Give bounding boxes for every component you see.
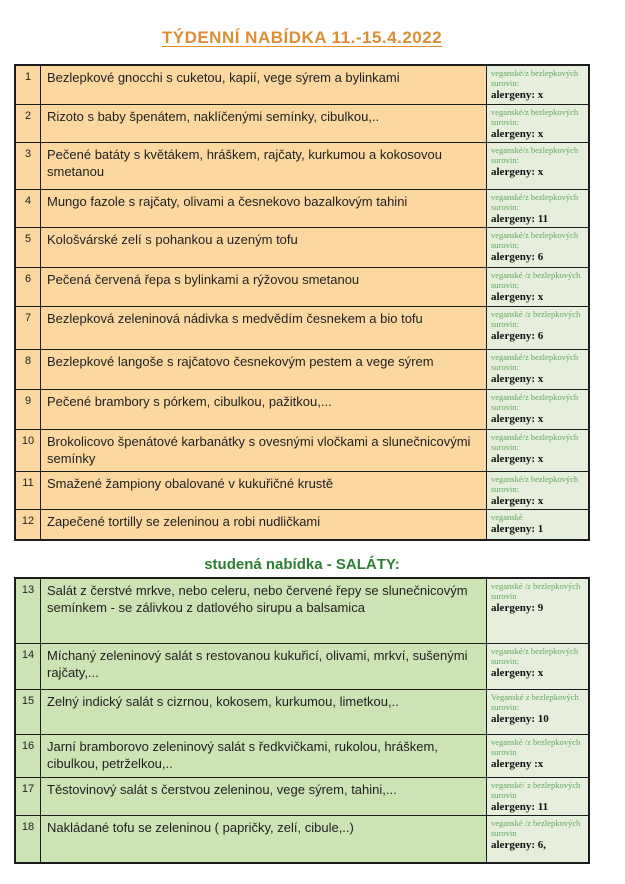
allergens-text: alergeny: 6 xyxy=(491,330,544,343)
diet-info-cell xyxy=(486,472,588,509)
allergens-text: alergeny: x xyxy=(491,453,544,466)
dish-text: Salát z čerstvé mrkve, nebo celeru, nebo červené řepy se slunečnicovým semínkem - se zálivkou z datlového sirupu a balsamica xyxy=(40,579,486,643)
row-number: 11 xyxy=(16,472,40,509)
dish-text: Bezlepkové langoše s rajčatovo česnekovým pestem a vege sýrem xyxy=(40,350,486,389)
row-number: 17 xyxy=(16,778,40,815)
allergens-text: alergeny: 6 xyxy=(491,251,544,264)
allergens-text: alergeny: x xyxy=(491,667,544,680)
row-number: 15 xyxy=(16,690,40,734)
table-row xyxy=(16,777,588,815)
diet-info-cell xyxy=(486,579,588,643)
dish-text: Nakládané tofu se zeleninou ( papričky, zelí, cibule,..) xyxy=(40,816,486,862)
allergens-text: alergeny: x xyxy=(491,166,544,179)
row-number: 10 xyxy=(16,430,40,471)
row-number: 6 xyxy=(16,268,40,306)
allergens-text: alergeny: 10 xyxy=(491,713,549,726)
dish-text: Pečené batáty s květákem, hráškem, rajčaty, kurkumou a kokosovou smetanou xyxy=(40,143,486,189)
row-number: 1 xyxy=(16,66,40,104)
vegan-label: veganské/z bezlepkových surovin: xyxy=(491,107,579,128)
allergens-text: alergeny: 11 xyxy=(491,801,549,814)
vegan-label: veganské /z bezlepkových surovin xyxy=(491,818,581,839)
diet-info-cell xyxy=(486,105,588,142)
row-number: 14 xyxy=(16,644,40,689)
vegan-label: veganské /z bezlepkových surovin xyxy=(491,737,581,758)
diet-info-cell xyxy=(486,778,588,815)
allergens-text: alergeny: x xyxy=(491,128,544,141)
diet-info-cell xyxy=(486,143,588,189)
allergens-text: alergeny: x xyxy=(491,413,544,426)
table-row xyxy=(16,689,588,734)
diet-info-cell xyxy=(486,644,588,689)
dish-text: Zapečené tortilly se zeleninou a robi nudličkami xyxy=(40,510,486,539)
dish-text: Mungo fazole s rajčaty, olivami a česnekovo bazalkovým tahini xyxy=(40,190,486,227)
diet-info-cell xyxy=(486,268,588,306)
table-row xyxy=(16,104,588,142)
table-row xyxy=(16,734,588,777)
diet-info-cell xyxy=(486,430,588,471)
dish-text: Jarní bramborovo zeleninový salát s ředkvičkami, rukolou, hráškem, cibulkou, petrželkou,.. xyxy=(40,735,486,777)
allergens-text: alergeny: x xyxy=(491,495,544,508)
dish-text: Míchaný zeleninový salát s restovanou kukuřicí, olivami, mrkví, sušenými rajčaty,... xyxy=(40,644,486,689)
dish-text: Rizoto s baby špenátem, naklíčenými semínky, cibulkou,.. xyxy=(40,105,486,142)
page-title: TÝDENNÍ NABÍDKA 11.-15.4.2022 xyxy=(161,28,443,47)
table-row xyxy=(16,267,588,306)
dish-text: Zelný indický salát s cizrnou, kokosem, kurkumou, limetkou,.. xyxy=(40,690,486,734)
allergens-text: alergeny: 6, xyxy=(491,839,546,852)
table-row xyxy=(16,579,588,643)
vegan-label: veganské/z bezlepkových surovin: xyxy=(491,392,579,413)
diet-info-cell xyxy=(486,690,588,734)
table-row xyxy=(16,142,588,189)
row-number: 3 xyxy=(16,143,40,189)
vegan-label: Veganské z bezlepkových surovin: xyxy=(491,692,579,713)
allergens-text: alergeny: 1 xyxy=(491,523,544,536)
row-number: 8 xyxy=(16,350,40,389)
diet-info-cell xyxy=(486,816,588,862)
diet-info-cell xyxy=(486,735,588,777)
table-row xyxy=(16,227,588,267)
allergens-text: alergeny: x xyxy=(491,89,544,102)
vegan-label: veganské/z bezlepkových surovin: xyxy=(491,230,579,251)
diet-info-cell xyxy=(486,350,588,389)
table-row xyxy=(16,471,588,509)
dish-text: Bezlepkové gnocchi s cuketou, kapií, vege sýrem a bylinkami xyxy=(40,66,486,104)
row-number: 16 xyxy=(16,735,40,777)
table-row xyxy=(16,429,588,471)
vegan-label: veganské /z bezlepkových surovin: xyxy=(491,270,581,291)
vegan-label: veganské/z bezlepkových surovin: xyxy=(491,474,579,495)
dish-text: Kološvárské zelí s pohankou a uzeným tofu xyxy=(40,228,486,267)
dish-text: Bezlepková zeleninová nádivka s medvědím česnekem a bio tofu xyxy=(40,307,486,349)
vegan-label: veganské/ z bezlepkových surovin xyxy=(491,780,581,801)
weekly-menu-table xyxy=(14,64,590,541)
allergens-text: alergeny :x xyxy=(491,758,544,771)
allergens-text: alergeny: 11 xyxy=(491,213,549,226)
table-row xyxy=(16,189,588,227)
row-number: 18 xyxy=(16,816,40,862)
row-number: 5 xyxy=(16,228,40,267)
vegan-label: veganské/z bezlepkových surovin: xyxy=(491,646,579,667)
diet-info-cell xyxy=(486,390,588,429)
diet-info-cell xyxy=(486,190,588,227)
vegan-label: veganské/z bezlepkových surovin: xyxy=(491,68,579,89)
table-row xyxy=(16,306,588,349)
row-number: 4 xyxy=(16,190,40,227)
diet-info-cell xyxy=(486,66,588,104)
table-row xyxy=(16,509,588,539)
row-number: 7 xyxy=(16,307,40,349)
dish-text: Pečená červená řepa s bylinkami a rýžovou smetanou xyxy=(40,268,486,306)
dish-text: Pečené brambory s pórkem, cibulkou, pažitkou,... xyxy=(40,390,486,429)
diet-info-cell xyxy=(486,307,588,349)
row-number: 9 xyxy=(16,390,40,429)
vegan-label: veganské xyxy=(491,512,523,523)
row-number: 2 xyxy=(16,105,40,142)
allergens-text: alergeny: x xyxy=(491,291,544,304)
table-row xyxy=(16,389,588,429)
vegan-label: veganské /z bezlepkových surovin: xyxy=(491,309,581,330)
table-row xyxy=(16,349,588,389)
allergens-text: alergeny: 9 xyxy=(491,602,544,615)
row-number: 13 xyxy=(16,579,40,643)
salads-table xyxy=(14,577,590,864)
table-row xyxy=(16,815,588,862)
vegan-label: veganské/z bezlepkových surovin: xyxy=(491,432,579,453)
dish-text: Brokolicovo špenátové karbanátky s ovesnými vločkami a slunečnicovými semínky xyxy=(40,430,486,471)
table-row xyxy=(16,66,588,104)
dish-text: Smažené žampiony obalované v kukuřičné krustě xyxy=(40,472,486,509)
diet-info-cell xyxy=(486,228,588,267)
allergens-text: alergeny: x xyxy=(491,373,544,386)
salads-section-title: studená nabídka - SALÁTY: xyxy=(204,556,400,574)
vegan-label: veganské/z bezlepkových surovin: xyxy=(491,192,579,213)
row-number: 12 xyxy=(16,510,40,539)
table-row xyxy=(16,643,588,689)
dish-text: Těstovinový salát s čerstvou zeleninou, vege sýrem, tahini,... xyxy=(40,778,486,815)
vegan-label: veganské/z bezlepkových surovin: xyxy=(491,145,579,166)
vegan-label: veganské/z bezlepkových surovin: xyxy=(491,352,579,373)
vegan-label: veganské /z bezlepkových surovin xyxy=(491,581,581,602)
diet-info-cell xyxy=(486,510,588,539)
